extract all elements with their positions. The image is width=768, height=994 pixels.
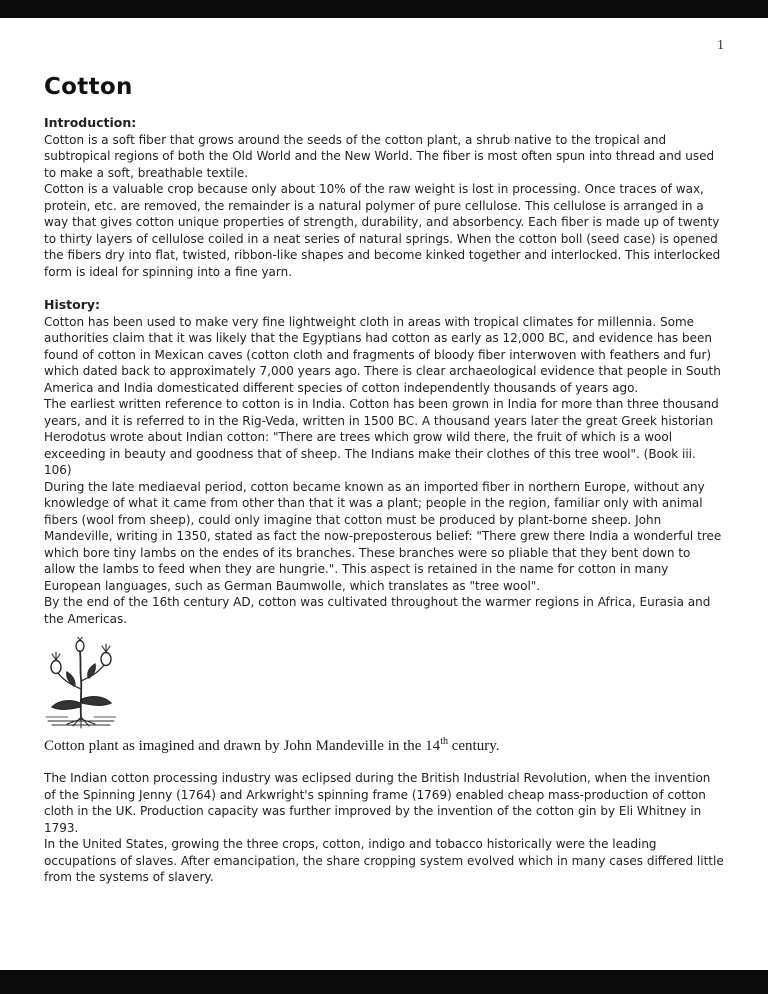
section-closing [44, 770, 724, 886]
figure-caption-text: Cotton plant as imagined and drawn by John Mandeville in the 14 [44, 738, 441, 754]
paragraph: Cotton is a valuable crop because only about 10% of the raw weight is lost in processing. Once traces of wax, protein, etc. are removed, the remainder is a natural polymer of pure cellulose. This cellulose is arranged in a way that gives cotton unique properties of strength, durability, and absorbency. Each fiber is made up of twenty to thirty layers of cellulose coiled in a neat series of natural springs. When the cotton boll (seed case) is opened the fibers dry into flat, twisted, ribbon-like shapes and become kinked together and interlocked. This interlocked form is ideal for spinning into a fine yarn. [44, 182, 721, 279]
page-title: Cotton [44, 74, 133, 100]
section-introduction [44, 115, 724, 280]
section-heading-introduction: Introduction: [44, 115, 137, 130]
paragraph: The Indian cotton processing industry was eclipsed during the British Industrial Revolution, when the invention of the Spinning Jenny (1764) and Arkwright's spinning frame (1769) enabled cheap mass-production of cotton cloth in the UK. Production capacity was further improved by the invention of the cotton gin by Eli Whitney in 1793. [44, 771, 711, 835]
cotton-plant-illustration [44, 637, 118, 729]
paragraph: In the United States, growing the three crops, cotton, indigo and tobacco historically were the leading occupations of slaves. After emancipation, the share cropping system evolved which in many cases differed little from the systems of slavery. [44, 837, 724, 884]
page-number: 1 [717, 38, 724, 53]
paragraph: By the end of the 16th century AD, cotton was cultivated throughout the warmer regions in Africa, Eurasia and the Americas. [44, 595, 711, 626]
figure-caption [44, 736, 724, 755]
top-bar [0, 0, 768, 18]
section-heading-history: History: [44, 297, 101, 312]
paragraph: The earliest written reference to cotton is in India. Cotton has been grown in India for more than three thousand years, and it is referred to in the Rig-Veda, written in 1500 BC. A thousand years later the great Greek historian Herodotus wrote about Indian cotton: "There are trees which grow wild there, the fruit of which is a wool exceeding in beauty and goodness that of sheep. The Indians make their clothes of this tree wool". (Book iii. 106) [44, 397, 719, 477]
section-history [44, 297, 724, 627]
document-page [0, 18, 768, 970]
figure-caption-superscript: th [440, 736, 448, 747]
figure-caption-text: century. [447, 738, 500, 754]
paragraph: During the late mediaeval period, cotton became known as an imported fiber in northern Europe, without any knowledge of what it came from other than that it was a plant; people in the region, familiar only with animal fibers (wool from sheep), could only imagine that cotton must be produced by plant-borne sheep. John Mandeville, writing in 1350, stated as fact the now-preposterous belief: "There grew there India a wonderful tree which bore tiny lambs on the endes of its branches. These branches were so pliable that they bent down to allow the lambs to feed when they are hungrie.". This aspect is retained in the name for cotton in many European languages, such as German Baumwolle, which translates as "tree wool". [44, 479, 722, 593]
paragraph: Cotton is a soft fiber that grows around the seeds of the cotton plant, a shrub native to the tropical and subtropical regions of both the Old World and the New World. The fiber is most often spun into thread and used to make a soft, breathable textile. [44, 132, 715, 180]
paragraph: Cotton has been used to make very fine lightweight cloth in areas with tropical climates for millennia. Some authorities claim that it was likely that the Egyptians had cotton as early as 12,000 BC, and evidence has been found of cotton in Mexican caves (cotton cloth and fragments of bloody fiber interwoven with feathers and fur) which dated back to approximately 7,000 years ago. There is clear archaeological evidence that people in South America and India domesticated different species of cotton independently thousands of years ago. [44, 314, 721, 395]
bottom-bar [0, 970, 768, 994]
